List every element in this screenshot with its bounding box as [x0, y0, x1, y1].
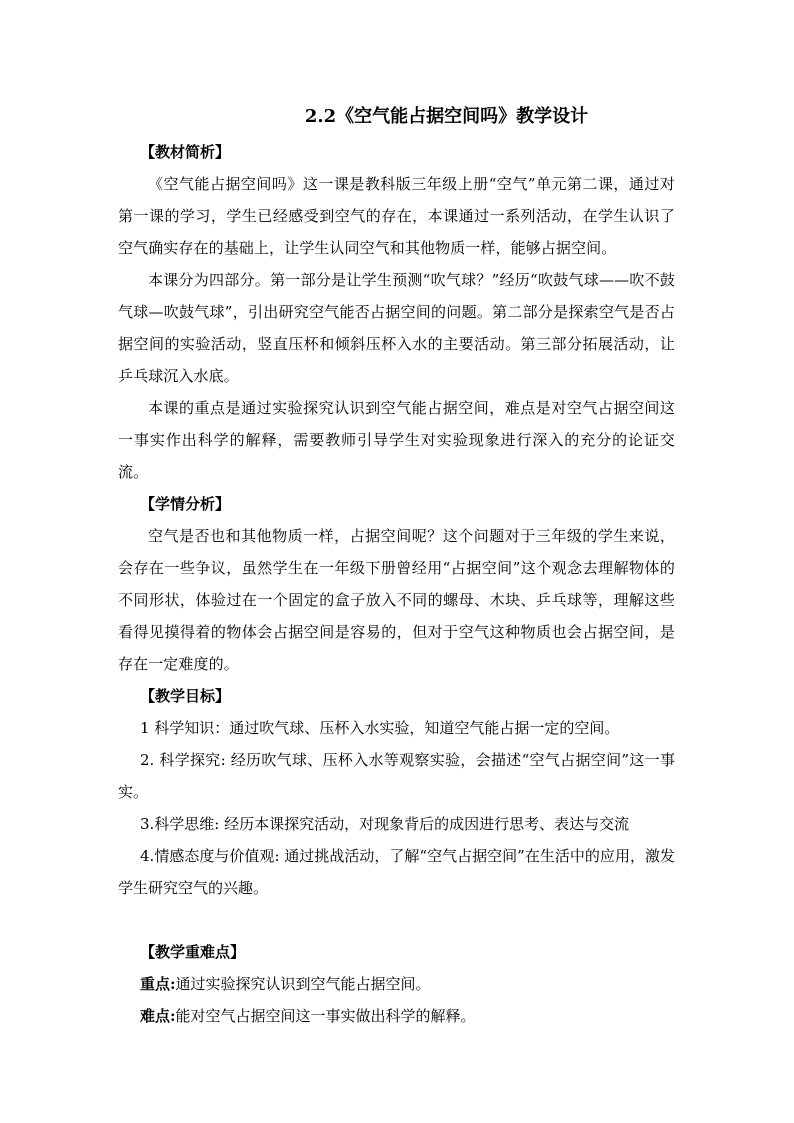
key-point-line	[118, 968, 675, 1000]
key-point-label: 重点:	[140, 975, 176, 993]
document-title: 2.2《空气能占据空间吗》教学设计	[304, 106, 589, 127]
section-heading-students: 【学情分析】	[140, 495, 231, 513]
spacer	[118, 904, 675, 936]
difficulty-line	[118, 1000, 675, 1032]
materials-paragraph-2: 本课分为四部分。第一部分是让学生预测“吹气球？”经历“吹鼓气球——吹不鼓气球—吹鼓气球”，引出研究空气能否占据空间的问题。第二部分是探索空气是否占据空间的实验活动，竖直压杯和倾斜压杯入水的主要活动。第三部分拓展活动，让乒乓球沉入水底。	[118, 271, 675, 385]
difficulty-text: 能对空气占据空间这一事实做出科学的解释。	[175, 1007, 476, 1025]
key-point-text: 通过实验探究认识到空气能占据空间。	[175, 975, 431, 993]
document-body	[118, 100, 675, 1032]
goal-item-2: 2. 科学探究: 经历吹气球、压杯入水等观察实验，会描述“空气占据空间”这一事实。	[118, 751, 675, 801]
goal-item-3: 3.科学思维: 经历本课探究活动，对现象背后的成因进行思考、表达与交流	[140, 815, 630, 833]
goal-item-1: 1 科学知识：通过吹气球、压杯入水实验，知道空气能占据一定的空间。	[140, 719, 620, 737]
section-heading-keypoints: 【教学重难点】	[140, 943, 246, 961]
difficulty-label: 难点:	[140, 1007, 176, 1025]
section-heading-materials: 【教材简析】	[140, 143, 231, 161]
students-paragraph-1: 空气是否也和其他物质一样，占据空间呢？这个问题对于三年级的学生来说，会存在一些争议，虽然学生在一年级下册曾经用“占据空间”这个观念去理解物体的不同形状，体验过在一个固定的盒子放入不同的螺母、木块、乒乓球等，理解这些看得见摸得着的物体会占据空间是容易的，但对于空气这种物质也会占据空间，是存在一定难度的。	[118, 527, 675, 673]
materials-paragraph-3: 本课的重点是通过实验探究认识到空气能占据空间，难点是对空气占据空间这一事实作出科学的解释，需要教师引导学生对实验现象进行深入的充分的论证交流。	[118, 399, 675, 481]
section-heading-goals: 【教学目标】	[140, 687, 231, 705]
goal-item-4: 4.情感态度与价值观: 通过挑战活动，了解“空气占据空间”在生活中的应用，激发学生研究空气的兴趣。	[118, 847, 675, 897]
materials-paragraph-1: 《空气能占据空间吗》这一课是教科版三年级上册“空气”单元第二课，通过对第一课的学习，学生已经感受到空气的存在，本课通过一系列活动，在学生认识了空气确实存在的基础上，让学生认同空气和其他物质一样，能够占据空间。	[118, 175, 675, 257]
